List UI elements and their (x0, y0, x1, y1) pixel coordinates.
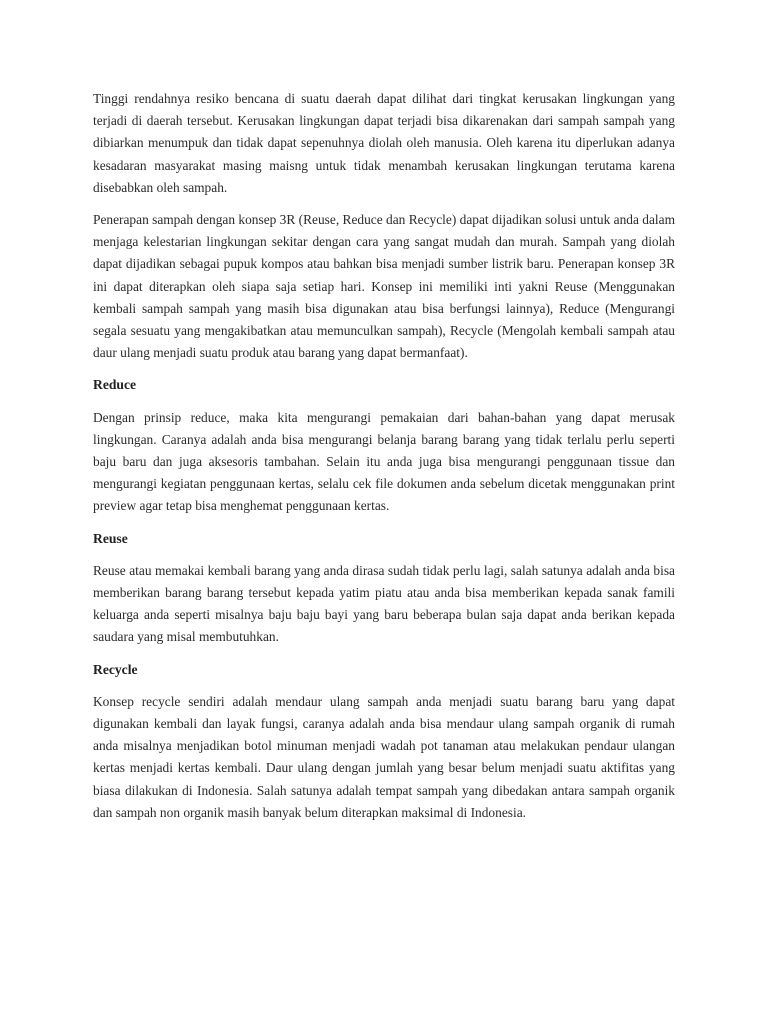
section-body-reduce: Dengan prinsip reduce, maka kita mengurangi pemakaian dari bahan-bahan yang dapat merusak lingkungan. Caranya adalah anda bisa mengurangi belanja barang barang yang tidak terlalu perlu seperti baju baru dan juga aksesoris tambahan. Selain itu anda juga bisa mengurangi penggunaan tissue dan mengurangi kegiatan penggunaan kertas, selalu cek file dokumen anda sebelum dicetak menggunakan print preview agar tetap bisa menghemat penggunaan kertas. (93, 409, 675, 514)
section-heading-reduce: Reduce (93, 377, 137, 393)
section-body-recycle: Konsep recycle sendiri adalah mendaur ulang sampah anda menjadi suatu barang baru yang dapat digunakan kembali dan layak fungsi, caranya adalah anda bisa mendaur ulang sampah organik di rumah anda misalnya menjadikan botol minuman menjadi wadah pot tanaman atau melakukan pendaur ulangan kertas menjadi kertas kembali. Daur ulang dengan jumlah yang besar belum menjadi suatu aktifitas yang biasa dilakukan di Indonesia. Salah satunya adalah tempat sampah yang dibedakan antara sampah organik dan sampah non organik masih banyak belum diterapkan maksimal di Indonesia. (93, 693, 675, 820)
section-heading-recycle: Recycle (93, 661, 138, 677)
concept-3r-paragraph: Penerapan sampah dengan konsep 3R (Reuse, Reduce dan Recycle) dapat dijadikan solusi untuk anda dalam menjaga kelestarian lingkungan sekitar dengan cara yang sangat mudah dan murah. Sampah yang diolah dapat dijadikan sebagai pupuk kompos atau bahkan bisa menjadi sumber listrik baru. Penerapan konsep 3R ini dapat diterapkan oleh siapa saja setiap hari. Konsep ini memiliki inti yakni Reuse (Menggunakan kembali sampah sampah yang masih bisa digunakan atau bisa berfungsi lainnya), Reduce (Mengurangi segala sesuatu yang mengakibatkan atau memunculkan sampah), Recycle (Mengolah kembali sampah atau daur ulang menjadi suatu produk atau barang yang dapat bermanfaat). (93, 212, 675, 361)
section-reduce (93, 374, 675, 517)
section-reuse (93, 528, 675, 649)
section-heading-reuse: Reuse (93, 530, 128, 546)
document-page (93, 88, 675, 834)
section-body-reuse: Reuse atau memakai kembali barang yang anda dirasa sudah tidak perlu lagi, salah satunya adalah anda bisa memberikan barang barang tersebut kepada yatim piatu atau anda bisa memberikan kepada sanak famili keluarga anda seperti misalnya baju baju bayi yang baru beberapa bulan saja dapat anda berikan kepada saudara yang misal membutuhkan. (93, 562, 675, 645)
section-recycle (93, 659, 675, 824)
intro-paragraph: Tinggi rendahnya resiko bencana di suatu daerah dapat dilihat dari tingkat kerusakan lingkungan yang terjadi di daerah tersebut. Kerusakan lingkungan dapat terjadi bisa dikarenakan dari sampah sampah yang dibiarkan menumpuk dan tidak dapat sepenuhnya diolah oleh manusia. Oleh karena itu diperlukan adanya kesadaran masyarakat masing maisng untuk tidak menambah kerusakan lingkungan terutama karena disebabkan oleh sampah. (93, 91, 675, 195)
